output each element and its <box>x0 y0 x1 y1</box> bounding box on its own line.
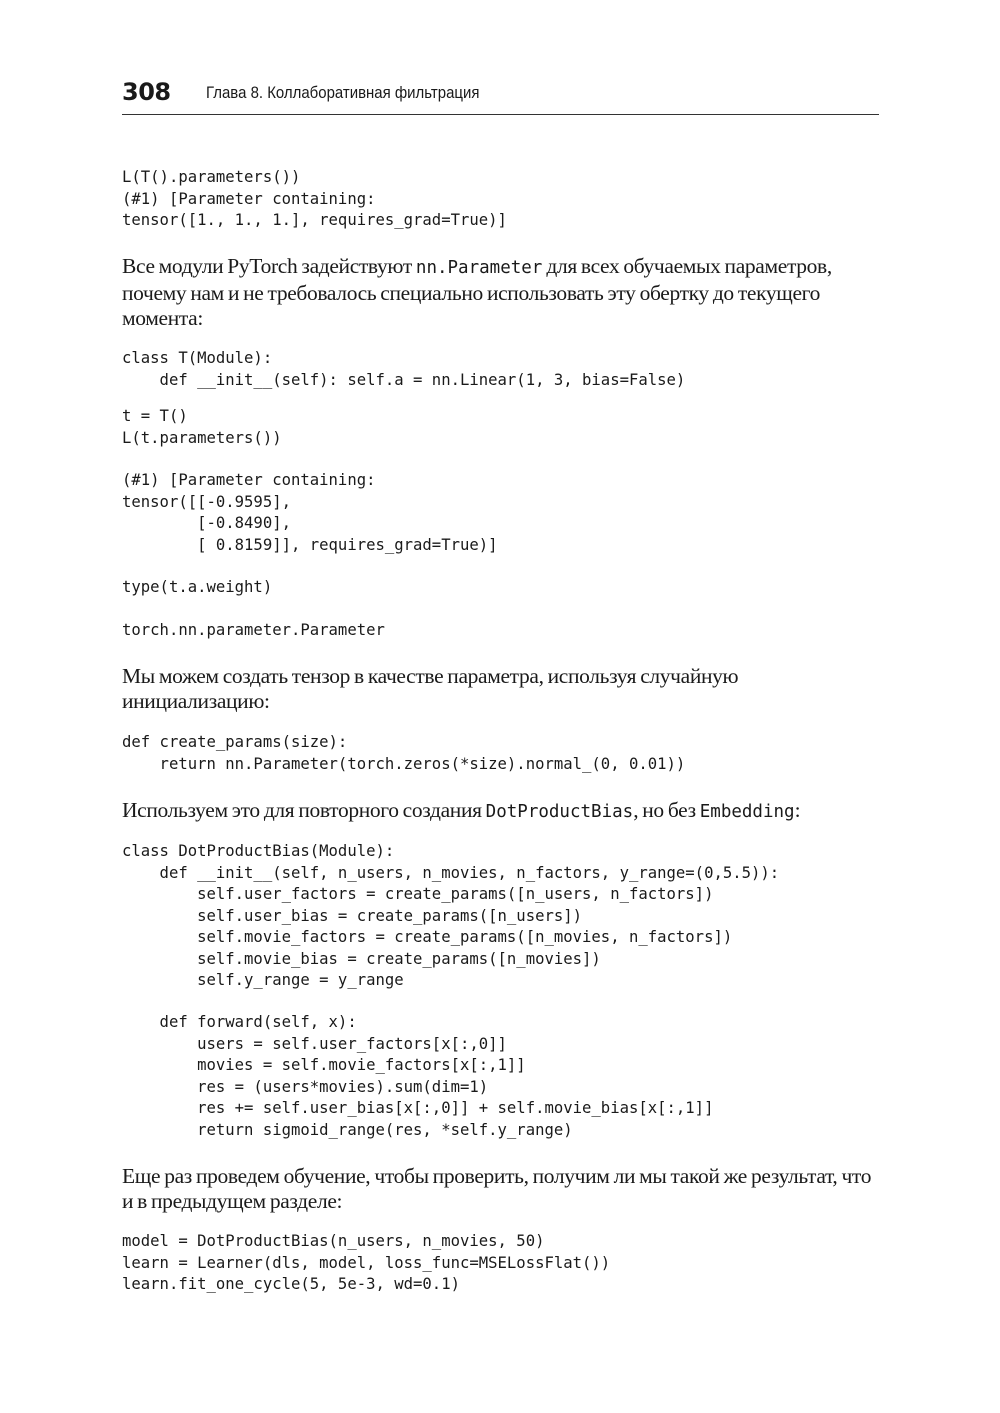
paragraph-create-tensor: Мы можем создать тензор в качестве параметра, используя случайную инициализацию: <box>122 664 739 713</box>
code-block-parameters-output: L(T().parameters()) (#1) [Parameter containing: tensor([1., 1., 1.], requires_grad=True)] <box>122 168 507 229</box>
code-block-type-weight: type(t.a.weight) <box>122 578 273 596</box>
paragraph-text: Все модули PyTorch задействуют <box>122 254 416 278</box>
paragraph-nn-parameter <box>122 254 879 331</box>
paragraph-text: Используем это для повторного создания <box>122 798 486 822</box>
code-block-dotproductbias-init: class DotProductBias(Module): def __init__(self, n_users, n_movies, n_factors, y_range=(0,5.5)): self.user_factors = create_params([n_users, n_factors]) self.user_bias = create_params([n_users]) self.movie_factors = create_params([n_movies, n_factors]) self.movie_bias = create_params([n_movies]) self.y_range = y_range <box>122 842 780 989</box>
paragraph-text: для всех обучаемых параметров, почему нам и не требовалось специально использовать эту обертку до текущего момента: <box>122 254 832 330</box>
code-block-t-parameters: t = T() L(t.parameters()) <box>122 407 282 447</box>
paragraph-text: , но без <box>633 798 700 822</box>
inline-code: DotProductBias <box>485 802 634 822</box>
code-block-dotproductbias-forward: def forward(self, x): users = self.user_factors[x[:,0]] movies = self.movie_factors[x[:,1]] res = (users*movies).sum(dim=1) res += self.user_bias[x[:,0]] + self.movie_bias[x[:,1]] return sigmoid_range(res, *self.y_range) <box>159 1013 714 1139</box>
code-block-create-params: def create_params(size): return nn.Parameter(torch.zeros(*size).normal_(0, 0.01)) <box>122 733 686 773</box>
code-block-class-t: class T(Module): def __init__(self): self.a = nn.Linear(1, 3, bias=False) <box>122 349 686 389</box>
chapter-title: Глава 8. Коллаборативная фильтрация <box>206 83 480 102</box>
code-block-parameter-tensor-output: (#1) [Parameter containing: tensor([[-0.9595], [-0.8490], [ 0.8159]], requires_grad=True)] <box>122 471 498 554</box>
code-block-type-output: torch.nn.parameter.Parameter <box>122 621 385 639</box>
code-block-train-model: model = DotProductBias(n_users, n_movies, 50) learn = Learner(dls, model, loss_func=MSELossFlat()) learn.fit_one_cycle(5, 5e-3, wd=0.1) <box>122 1232 611 1293</box>
paragraph-text: : <box>794 798 801 822</box>
inline-code: Embedding <box>699 802 795 822</box>
page-header <box>122 76 879 115</box>
paragraph-dotproductbias <box>122 798 879 825</box>
page-number: 308 <box>122 78 171 106</box>
inline-code: nn.Parameter <box>415 258 543 278</box>
paragraph-retrain: Еще раз проведем обучение, чтобы проверить, получим ли мы такой же результат, что и в предыдущем разделе: <box>122 1164 872 1213</box>
